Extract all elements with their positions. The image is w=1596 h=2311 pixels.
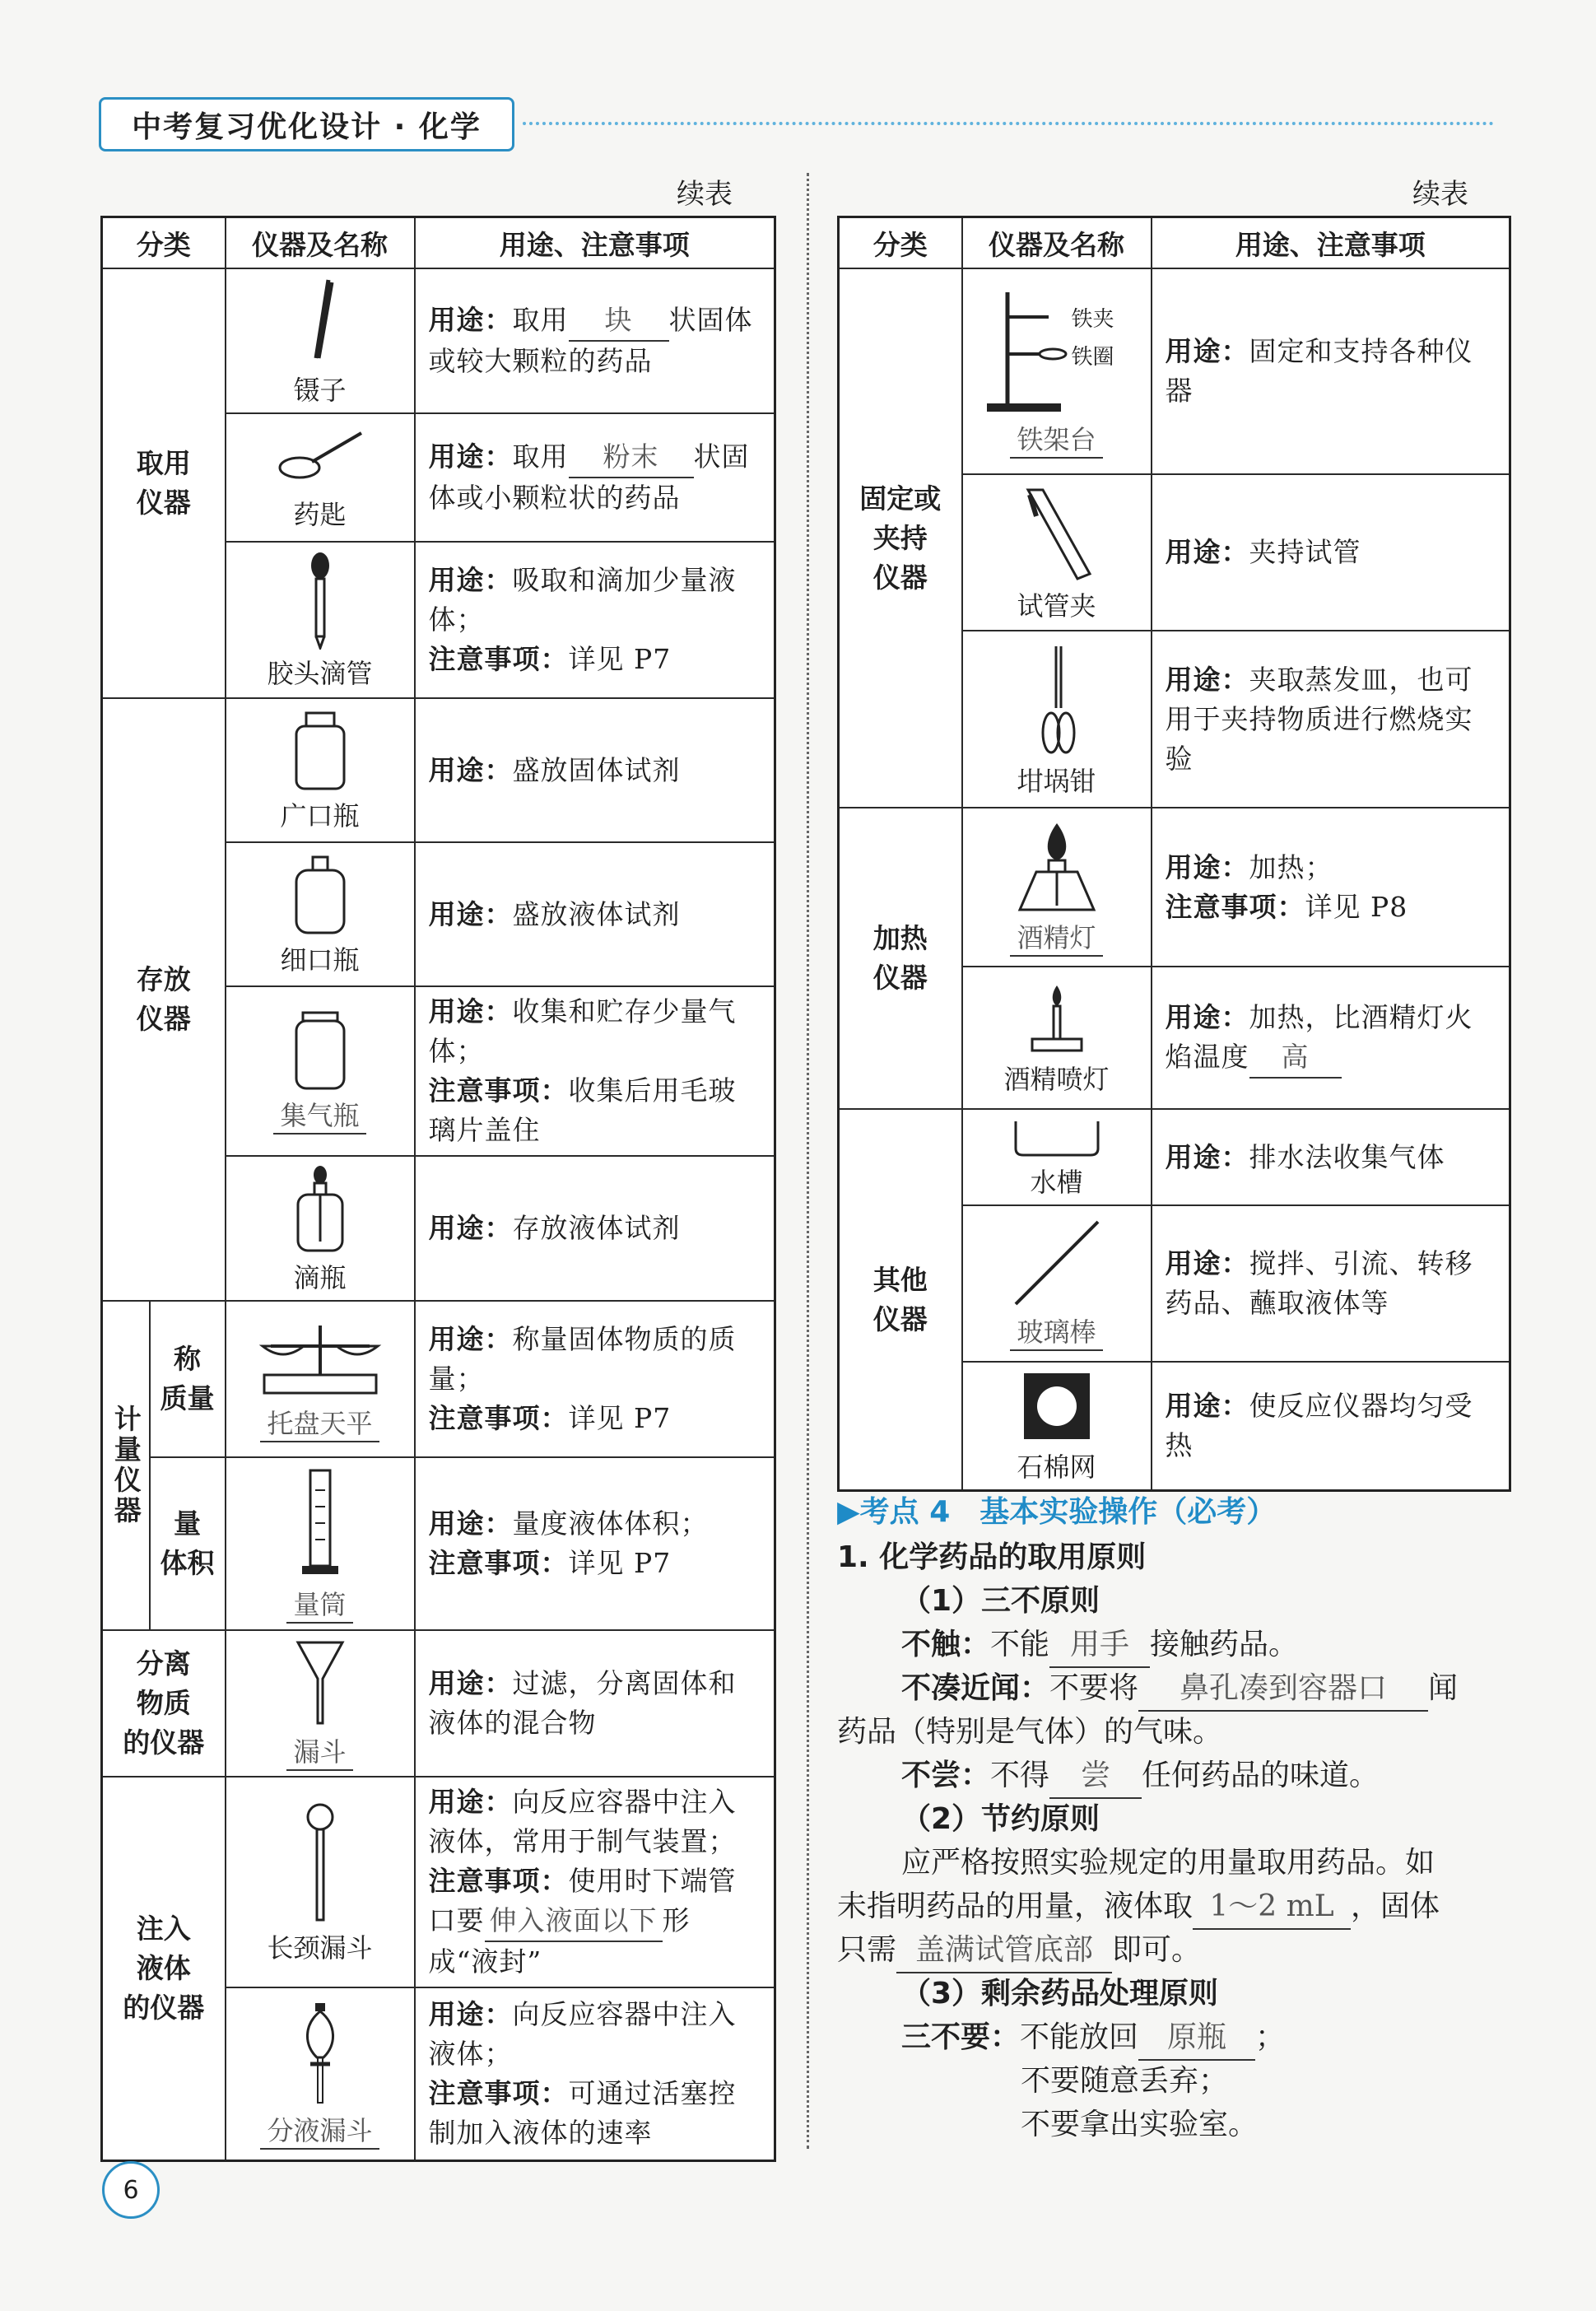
balance-name: 托盘天平 xyxy=(260,1403,379,1442)
answer-blank: 伸入液面以下 xyxy=(485,1901,663,1942)
subheading-save: （2）节约原则 xyxy=(901,1802,1100,1836)
water-trough-icon xyxy=(1012,1117,1102,1158)
instrument-iron-stand xyxy=(962,268,1152,474)
continued-label-left: 续表 xyxy=(677,178,733,211)
iron-stand-icon xyxy=(983,284,1082,416)
instrument-dropper xyxy=(226,542,415,698)
category-fetch: 取用 仪器 xyxy=(102,268,226,698)
category-inject: 注入 液体 的仪器 xyxy=(102,1777,226,2160)
long-funnel-name: 长颈漏斗 xyxy=(267,1932,373,1964)
category-heat: 加热 仪器 xyxy=(839,808,962,1109)
narrow-bottle-name: 细口瓶 xyxy=(280,944,360,976)
wide-bottle-name: 广口瓶 xyxy=(280,799,360,832)
instrument-tube-clamp xyxy=(962,474,1152,631)
usage-drop-bottle: 用途：存放液体试剂 xyxy=(415,1156,775,1301)
instrument-narrow-bottle xyxy=(226,842,415,986)
instrument-drop-bottle xyxy=(226,1156,415,1301)
line-leftover-3: 不要拿出实验室。 xyxy=(1021,2108,1259,2141)
category-store: 存放 仪器 xyxy=(102,698,226,1301)
usage-lamp: 用途：加热； 注意事项：详见 P8 xyxy=(1152,808,1510,967)
usage-sep-funnel: 用途：向反应容器中注入液体； 注意事项：可通过活塞控制加入液体的速率 xyxy=(415,1987,775,2160)
instrument-tongs xyxy=(962,631,1152,808)
drop-bottle-name: 滴瓶 xyxy=(293,1262,347,1293)
usage-balance: 用途：称量固体物质的质量； 注意事项：详见 P7 xyxy=(415,1301,775,1457)
instrument-sep-funnel xyxy=(226,1987,415,2160)
line-save-2: 未指明药品的用量，液体取 1～2 mL ，固体 xyxy=(837,1885,1512,1930)
header-divider xyxy=(523,122,1494,125)
subheading-three-no: （1）三不原则 xyxy=(901,1584,1100,1618)
usage-trough: 用途：排水法收集气体 xyxy=(1152,1109,1510,1205)
instrument-cylinder xyxy=(226,1457,415,1630)
usage-funnel: 用途：过滤，分离固体和液体的混合物 xyxy=(415,1630,775,1777)
line-no-touch: 不触：不能 用手 接触药品。 xyxy=(901,1623,1576,1668)
header-instrument: 仪器及名称 xyxy=(226,217,415,269)
instrument-spoon xyxy=(226,413,415,542)
alcohol-lamp-icon xyxy=(1012,819,1102,914)
book-title: 中考复习优化设计 · 化学 xyxy=(99,97,514,151)
usage-wide-bottle: 用途：盛放固体试剂 xyxy=(415,698,775,842)
narrow-bottle-icon xyxy=(291,854,349,936)
column-divider xyxy=(807,173,809,2149)
usage-cylinder: 用途：量度液体体积； 注意事项：详见 P7 xyxy=(415,1457,775,1630)
trough-name: 水槽 xyxy=(1030,1166,1083,1198)
category-other: 其他 仪器 xyxy=(839,1109,962,1491)
instrument-balance xyxy=(226,1301,415,1457)
continued-label-right: 续表 xyxy=(1412,178,1468,211)
category-mass: 称 质量 xyxy=(150,1301,226,1457)
spoon-icon xyxy=(271,425,370,491)
dropper-name: 胶头滴管 xyxy=(267,658,373,689)
glass-rod-name: 玻璃棒 xyxy=(1010,1312,1102,1351)
gauze-name: 石棉网 xyxy=(1017,1451,1096,1483)
usage-tongs: 用途：夹取蒸发皿，也可用于夹持物质进行燃烧实验 xyxy=(1152,631,1510,808)
section-heading: ▶考点 4 基本实验操作（必考） xyxy=(837,1495,1277,1529)
blowtorch-name: 酒精喷灯 xyxy=(1003,1063,1110,1095)
line-no-smell-cont: 药品（特别是气体）的气味。 xyxy=(837,1715,1223,1749)
instrument-wide-bottle xyxy=(226,698,415,842)
answer-blank: 高 xyxy=(1249,1037,1342,1079)
spoon-name: 药匙 xyxy=(293,499,347,530)
cylinder-icon xyxy=(295,1465,345,1581)
header-instrument: 仪器及名称 xyxy=(962,217,1152,269)
answer-blank: 块 xyxy=(569,301,669,342)
usage-dropper: 用途：吸取和滴加少量液体； 注意事项：详见 P7 xyxy=(415,542,775,698)
tongs-name: 坩埚钳 xyxy=(1017,765,1096,797)
answer-blank: 鼻孔凑到容器口 xyxy=(1138,1666,1428,1712)
usage-spoon: 用途：取用 粉末 状固体或小颗粒状的药品 xyxy=(415,413,775,542)
wide-bottle-icon xyxy=(291,710,349,792)
principle-heading: 1. 化学药品的取用原则 xyxy=(837,1540,1147,1574)
header-category: 分类 xyxy=(102,217,226,269)
usage-gauze: 用途：使反应仪器均匀受热 xyxy=(1152,1362,1510,1491)
glass-rod-icon xyxy=(1007,1218,1106,1308)
label-iron-clamp: 铁夹 xyxy=(1071,307,1114,332)
usage-iron-stand: 用途：固定和支持各种仪器 xyxy=(1152,268,1510,474)
cylinder-name: 量筒 xyxy=(286,1584,352,1624)
iron-stand-name: 铁架台 xyxy=(1010,419,1102,459)
answer-blank: 原瓶 xyxy=(1138,2015,1255,2061)
tube-clamp-name: 试管夹 xyxy=(1017,590,1096,622)
usage-narrow-bottle: 用途：盛放液体试剂 xyxy=(415,842,775,986)
sep-funnel-name: 分液漏斗 xyxy=(260,2110,379,2150)
instrument-lamp xyxy=(962,808,1152,967)
label-iron-ring: 铁圈 xyxy=(1071,345,1114,370)
gas-bottle-icon xyxy=(291,1009,349,1092)
answer-blank: 粉末 xyxy=(569,437,694,478)
asbestos-gauze-icon xyxy=(1020,1369,1094,1443)
category-measure: 计量仪器 xyxy=(102,1301,150,1630)
line-leftover-2: 不要随意丢弃； xyxy=(1021,2064,1229,2098)
dropper-icon xyxy=(304,551,337,650)
crucible-tongs-icon xyxy=(1028,642,1086,757)
instrument-gauze xyxy=(962,1362,1152,1491)
funnel-icon xyxy=(291,1638,349,1728)
instrument-funnel xyxy=(226,1630,415,1777)
usage-blowtorch: 用途：加热，比酒精灯火焰温度 高 xyxy=(1152,967,1510,1109)
line-no-taste: 不尝：不得 尝 任何药品的味道。 xyxy=(901,1754,1576,1799)
gas-bottle-name: 集气瓶 xyxy=(273,1095,365,1135)
lamp-name: 酒精灯 xyxy=(1010,917,1102,957)
instrument-trough xyxy=(962,1109,1152,1205)
instrument-table-right xyxy=(837,216,1511,1492)
line-no-smell: 不凑近闻：不要将 鼻孔凑到容器口 闻 xyxy=(901,1666,1576,1712)
usage-gas-bottle: 用途：收集和贮存少量气体； 注意事项：收集后用毛玻璃片盖住 xyxy=(415,986,775,1156)
header-category: 分类 xyxy=(839,217,962,269)
line-save-3: 只需 盖满试管底部 即可。 xyxy=(837,1928,1512,1973)
line-leftover-1: 三不要：不能放回 原瓶 ； xyxy=(901,2015,1576,2061)
header-usage: 用途、注意事项 xyxy=(1152,217,1510,269)
tweezers-name: 镊子 xyxy=(293,375,347,406)
usage-glass-rod: 用途：搅拌、引流、转移药品、蘸取液体等 xyxy=(1152,1205,1510,1362)
instrument-tweezers xyxy=(226,268,415,413)
usage-tube-clamp: 用途：夹持试管 xyxy=(1152,474,1510,631)
instrument-gas-bottle xyxy=(226,986,415,1156)
subheading-leftover: （3）剩余药品处理原则 xyxy=(901,1977,1219,2010)
funnel-name: 漏斗 xyxy=(286,1731,352,1771)
instrument-blowtorch xyxy=(962,967,1152,1109)
page-number: 6 xyxy=(102,2161,160,2219)
test-tube-clamp-icon xyxy=(1012,483,1102,582)
category-separate: 分离 物质 的仪器 xyxy=(102,1630,226,1777)
separatory-funnel-icon xyxy=(295,2000,345,2107)
answer-blank: 用手 xyxy=(1049,1623,1150,1668)
header-usage: 用途、注意事项 xyxy=(415,217,775,269)
category-fix: 固定或 夹持 仪器 xyxy=(839,268,962,808)
instrument-long-funnel xyxy=(226,1777,415,1987)
answer-blank: 1～2 mL xyxy=(1193,1885,1351,1930)
category-volume: 量 体积 xyxy=(150,1457,226,1630)
drop-bottle-icon xyxy=(291,1163,349,1254)
instrument-glass-rod xyxy=(962,1205,1152,1362)
alcohol-blowtorch-icon xyxy=(1020,981,1094,1055)
long-funnel-icon xyxy=(295,1801,345,1924)
answer-blank: 尝 xyxy=(1049,1754,1142,1799)
tweezers-icon xyxy=(295,276,345,366)
usage-tweezers: 用途：取用 块 状固体或较大颗粒的药品 xyxy=(415,268,775,413)
usage-long-funnel: 用途：向反应容器中注入液体，常用于制气装置； 注意事项：使用时下端管口要 伸入液面以下 形成“液封” xyxy=(415,1777,775,1987)
balance-icon xyxy=(254,1317,386,1400)
answer-blank: 盖满试管底部 xyxy=(896,1928,1112,1973)
line-save-1: 应严格按照实验规定的用量取用药品。如 xyxy=(901,1846,1435,1880)
instrument-table-left xyxy=(100,216,776,2162)
